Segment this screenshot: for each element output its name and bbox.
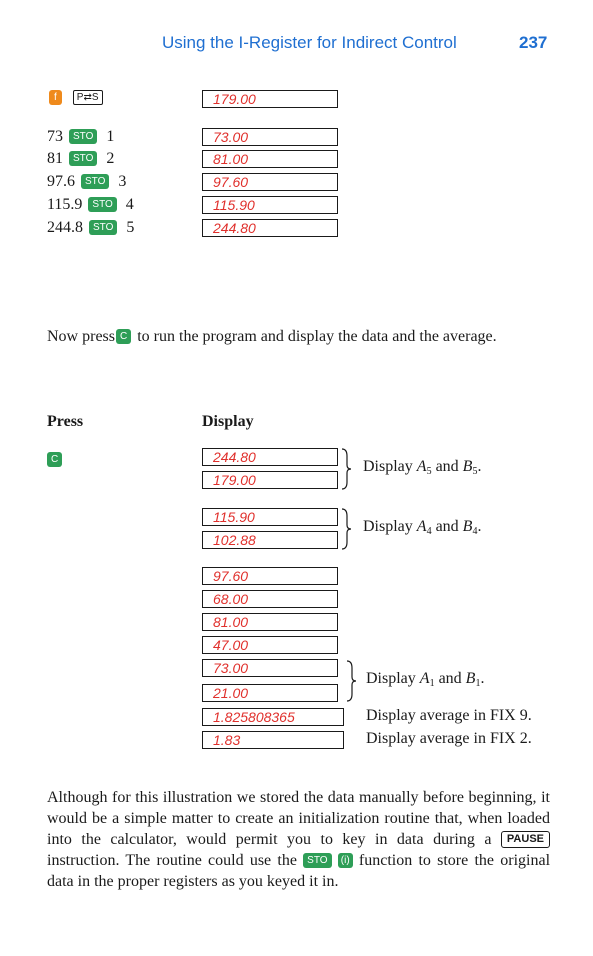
entry-number: 81: [47, 150, 63, 167]
page-number: 237: [519, 33, 548, 52]
brace-icon: [340, 448, 352, 490]
register-number: 5: [126, 219, 135, 236]
sto-key: STO: [69, 129, 97, 144]
note-fix9: Display average in FIX 9.: [366, 707, 532, 724]
display-box: 81.00: [202, 150, 338, 168]
display-box: 115.90: [202, 508, 338, 526]
c-key: C: [116, 329, 131, 344]
display-box: 1.825808365: [202, 708, 344, 726]
register-number: 3: [118, 173, 127, 190]
display-box: 115.90: [202, 196, 338, 214]
sto-key: STO: [69, 151, 97, 166]
display-box: 47.00: [202, 636, 338, 654]
entry-number: 115.9: [47, 196, 83, 213]
register-number: 1: [106, 128, 115, 145]
press-keystroke: [47, 450, 62, 470]
display-box: 97.60: [202, 567, 338, 585]
store-entry: [47, 195, 134, 215]
display-box: 21.00: [202, 684, 338, 702]
c-key: C: [47, 452, 62, 467]
display-box: 244.80: [202, 219, 338, 237]
register-number: 2: [106, 150, 115, 167]
display-box: 81.00: [202, 613, 338, 631]
display-box: 1.83: [202, 731, 344, 749]
display-box: 179.00: [202, 90, 338, 108]
p-exchange-s-key: P⇄S: [73, 90, 103, 105]
note-a5-b5: Display $A_5$ and $B_5$.: [363, 458, 482, 477]
display-box: 179.00: [202, 471, 338, 489]
note-fix2: Display average in FIX 2.: [366, 730, 532, 747]
page-header: [0, 33, 593, 57]
sto-key: STO: [81, 174, 109, 189]
store-entry: [47, 218, 134, 238]
display-column-header: Display: [202, 413, 254, 430]
display-box: 102.88: [202, 531, 338, 549]
note-a1-b1: Display $A_1$ and $B_1$.: [366, 670, 485, 689]
sto-key: STO: [303, 853, 331, 868]
f-key: f: [49, 90, 62, 105]
instruction-text: Now press C to run the program and display the data and the average.: [47, 328, 497, 345]
sto-key: STO: [89, 220, 117, 235]
setup-keystrokes: [47, 88, 108, 108]
entry-number: 73: [47, 128, 63, 145]
pause-key: PAUSE: [501, 831, 550, 848]
entry-number: 244.8: [47, 219, 83, 236]
i-key: (i): [338, 853, 353, 868]
display-box: 97.60: [202, 173, 338, 191]
entry-number: 97.6: [47, 173, 75, 190]
store-entry: [47, 149, 114, 169]
display-box: 68.00: [202, 590, 338, 608]
press-column-header: Press: [47, 413, 84, 430]
note-a4-b4: Display $A_4$ and $B_4$.: [363, 518, 482, 537]
closing-paragraph: Although for this illustration we stored the data manually before beginning, it would be a simple matter to create an initialization routine that, when loaded into the calculator, would permit you to key in data during a PAUSE instruction. The routine could use the STO (i) function to store the original data in the proper registers as you keyed it in.: [47, 789, 551, 890]
brace-icon: [340, 508, 352, 550]
brace-icon: [345, 660, 357, 702]
register-number: 4: [125, 196, 134, 213]
page-title: Using the I-Register for Indirect Control: [162, 33, 457, 52]
store-entry: [47, 172, 126, 192]
store-entry: [47, 127, 114, 147]
sto-key: STO: [88, 197, 116, 212]
display-box: 73.00: [202, 659, 338, 677]
display-box: 244.80: [202, 448, 338, 466]
display-box: 73.00: [202, 128, 338, 146]
